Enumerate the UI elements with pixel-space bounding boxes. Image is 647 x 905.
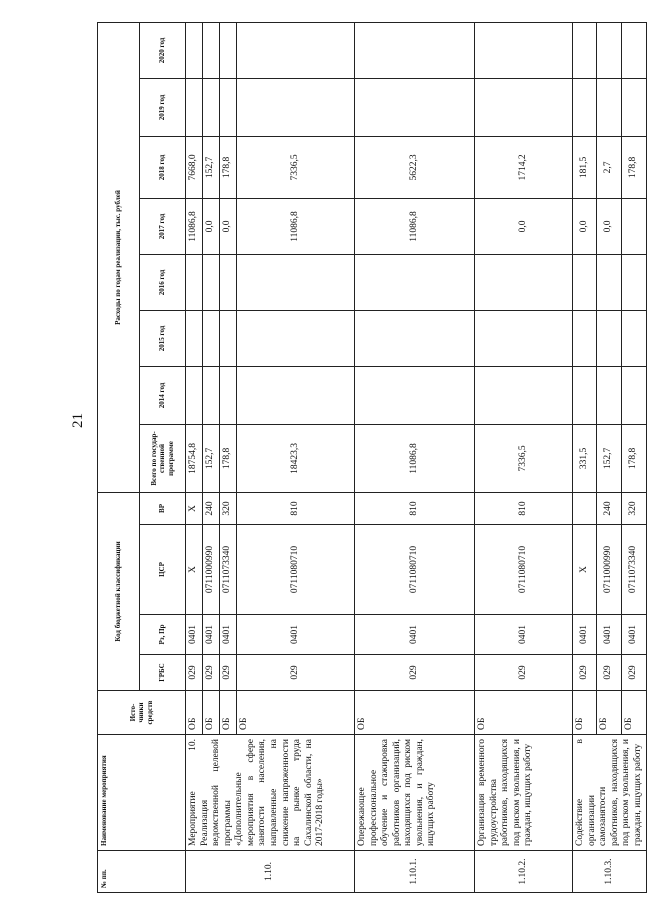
y2019-cell [203,78,220,136]
y2014-cell [355,366,475,424]
csr-cell: 0711080710 [355,525,475,615]
table-row [186,22,203,892]
grbs-cell: 029 [203,655,220,691]
y2020-cell [203,22,220,78]
y2014-cell [203,366,220,424]
csr-cell: 0711000990 [597,525,621,615]
table-row [573,22,597,892]
y2016-cell [186,254,203,310]
total-cell: 152,7 [203,424,220,492]
y2017-cell: 0,0 [573,198,597,254]
header-csr: ЦСР [140,525,186,615]
rzpr-cell: 0401 [573,615,597,655]
vr-cell: Х [186,492,203,524]
y2014-cell [475,366,573,424]
y2016-cell [597,254,621,310]
vr-cell: 320 [220,492,237,524]
vr-cell: 240 [203,492,220,524]
item-name: Опережающее профессиональное обучение и стажировка работников организаций, находящихся под риском увольнения, и граждан, ищущих работу [355,735,475,851]
vr-cell [573,492,597,524]
y2016-cell [475,254,573,310]
header-num: № пп. [98,851,186,893]
y2020-cell [597,22,621,78]
item-name: Мероприятие 10. Реализация ведомственной целевой программы «Дополнительные мероприятия в сфере занятости населения, направленные на снижение напряженности на рынке труда Сахалинской области, на 2017-2018 годы» [186,735,355,851]
csr-cell: 0711080710 [475,525,573,615]
item-number: 1.10.2. [475,851,573,893]
y2020-cell [186,22,203,78]
y2019-cell [573,78,597,136]
y2019-cell [237,78,355,136]
y2020-cell [355,22,475,78]
item-name: Содействие в организации самозанятости работников, находящихся под риском увольнения, и граждан, ищущих работу [573,735,647,851]
csr-cell: 0711000990 [203,525,220,615]
y2020-cell [573,22,597,78]
item-number: 1.10.3. [573,851,647,893]
y2017-cell: 11086,8 [186,198,203,254]
header-year: 2015 год [140,310,186,366]
table-body [186,22,647,892]
rzpr-cell: 0401 [220,615,237,655]
vr-cell: 810 [475,492,573,524]
grbs-cell: 029 [237,655,355,691]
y2016-cell [203,254,220,310]
csr-cell: 0711073340 [220,525,237,615]
header-kbk-group: Код бюджетной классификации [98,492,140,690]
item-number: 1.10. [186,851,355,893]
y2017-cell: 0,0 [203,198,220,254]
rzpr-cell: 0401 [475,615,573,655]
header-rzpr: Рз, Пр [140,615,186,655]
y2016-cell [237,254,355,310]
header-year: 2018 год [140,136,186,198]
vr-cell: 810 [355,492,475,524]
y2018-cell: 181,5 [573,136,597,198]
y2018-cell: 2,7 [597,136,621,198]
y2015-cell [237,310,355,366]
grbs-cell: 029 [621,655,647,691]
header-year: 2014 год [140,366,186,424]
y2019-cell [355,78,475,136]
item-number: 1.10.1. [355,851,475,893]
y2016-cell [621,254,647,310]
source-cell: ОБ [220,691,237,735]
y2014-cell [597,366,621,424]
grbs-cell: 029 [355,655,475,691]
header-year: 2017 год [140,198,186,254]
vr-cell: 240 [597,492,621,524]
y2017-cell: 0,0 [597,198,621,254]
y2015-cell [220,310,237,366]
grbs-cell: 029 [186,655,203,691]
y2020-cell [621,22,647,78]
y2018-cell: 178,8 [621,136,647,198]
y2017-cell: 11086,8 [237,198,355,254]
total-cell: 152,7 [597,424,621,492]
csr-cell: Х [573,525,597,615]
y2018-cell: 1714,2 [475,136,573,198]
rzpr-cell: 0401 [597,615,621,655]
y2017-cell: 0,0 [220,198,237,254]
y2015-cell [621,310,647,366]
rotated-page [97,23,643,893]
y2016-cell [220,254,237,310]
source-cell: ОБ [355,691,475,735]
vr-cell: 810 [237,492,355,524]
y2018-cell: 7336,5 [237,136,355,198]
header-expenses-group: Расходы по годам реализации, тыс. рублей [98,22,140,492]
y2018-cell: 152,7 [203,136,220,198]
y2014-cell [621,366,647,424]
y2015-cell [475,310,573,366]
y2015-cell [203,310,220,366]
grbs-cell: 029 [597,655,621,691]
header-year: 2019 год [140,78,186,136]
y2019-cell [220,78,237,136]
source-cell: ОБ [597,691,621,735]
source-cell: ОБ [203,691,220,735]
y2017-cell: 11086,8 [355,198,475,254]
y2016-cell [355,254,475,310]
y2020-cell [475,22,573,78]
y2015-cell [597,310,621,366]
csr-cell: 0711080710 [237,525,355,615]
y2015-cell [573,310,597,366]
total-cell: 18423,3 [237,424,355,492]
header-grbs: ГРБС [140,655,186,691]
total-cell: 178,8 [621,424,647,492]
source-cell: ОБ [186,691,203,735]
y2020-cell [220,22,237,78]
y2014-cell [186,366,203,424]
rzpr-cell: 0401 [237,615,355,655]
source-cell: ОБ [621,691,647,735]
rzpr-cell: 0401 [186,615,203,655]
table-header [98,22,186,892]
y2018-cell: 5622,3 [355,136,475,198]
table-row [355,22,475,892]
y2014-cell [220,366,237,424]
y2020-cell [237,22,355,78]
item-name: Организация временного трудоустройства работников, находящихся под риском увольнения, и граждан, ищущих работу [475,735,573,851]
header-total: Всего по государ-ственной программе [140,424,186,492]
page-number: 21 [70,413,86,428]
y2019-cell [186,78,203,136]
total-cell: 18754,8 [186,424,203,492]
csr-cell: 0711073340 [621,525,647,615]
header-source: Исто-чники средств [98,691,186,735]
y2015-cell [355,310,475,366]
grbs-cell: 029 [220,655,237,691]
csr-cell: Х [186,525,203,615]
rzpr-cell: 0401 [355,615,475,655]
source-cell: ОБ [573,691,597,735]
y2015-cell [186,310,203,366]
total-cell: 331,5 [573,424,597,492]
y2017-cell [621,198,647,254]
y2018-cell: 7668,0 [186,136,203,198]
total-cell: 178,8 [220,424,237,492]
y2018-cell: 178,8 [220,136,237,198]
total-cell: 11086,8 [355,424,475,492]
y2019-cell [597,78,621,136]
header-year: 2020 год [140,22,186,78]
y2014-cell [573,366,597,424]
y2016-cell [573,254,597,310]
rzpr-cell: 0401 [621,615,647,655]
vr-cell: 320 [621,492,647,524]
total-cell: 7336,5 [475,424,573,492]
header-name: Наименование мероприятия [98,735,186,851]
rzpr-cell: 0401 [203,615,220,655]
source-cell: ОБ [475,691,573,735]
header-vr: ВР [140,492,186,524]
y2019-cell [621,78,647,136]
y2019-cell [475,78,573,136]
y2014-cell [237,366,355,424]
table-row [475,22,573,892]
budget-table [97,22,647,893]
header-year: 2016 год [140,254,186,310]
source-cell: ОБ [237,691,355,735]
grbs-cell: 029 [475,655,573,691]
grbs-cell: 029 [573,655,597,691]
y2017-cell: 0,0 [475,198,573,254]
